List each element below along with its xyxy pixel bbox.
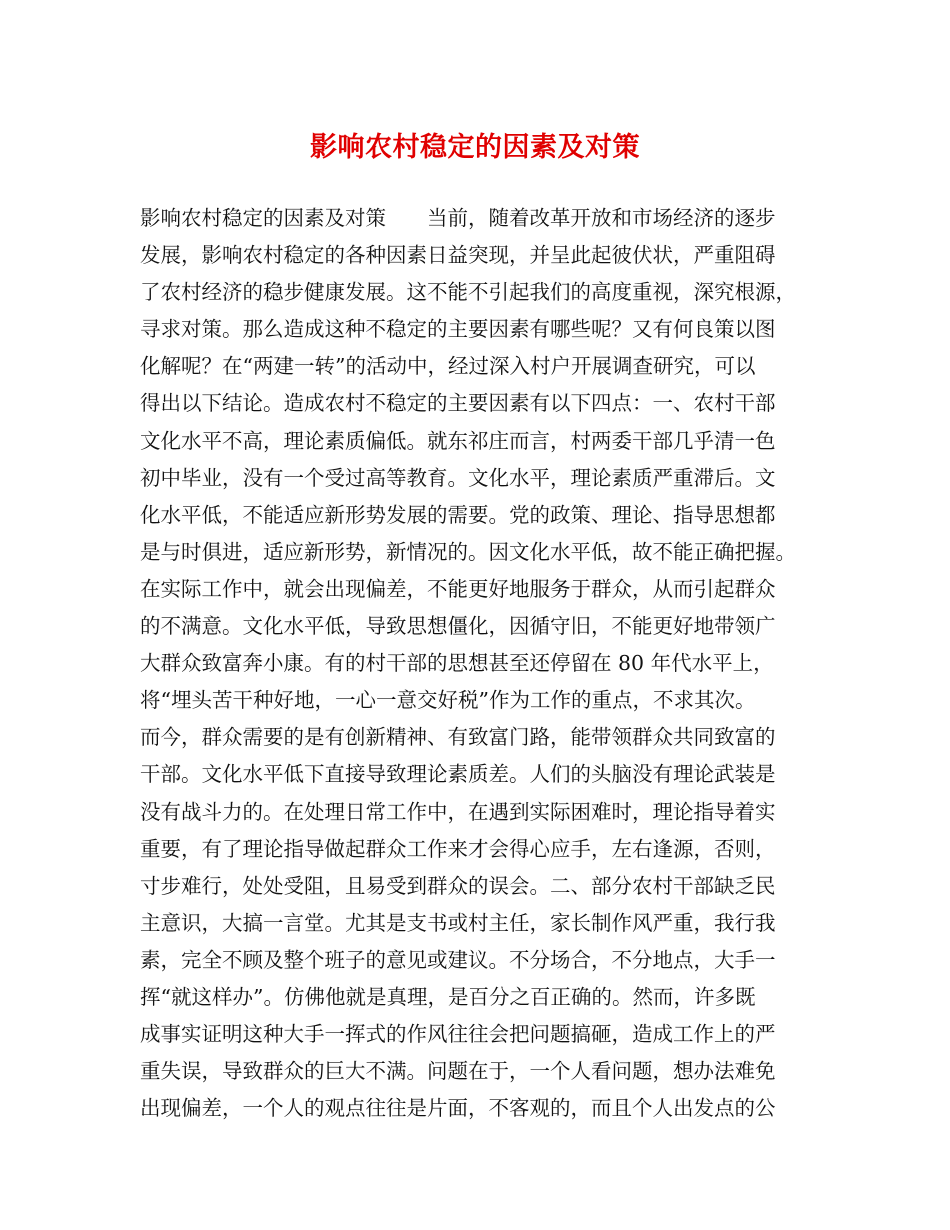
body-text-line: 主意识，大搞一言堂。尤其是支书或村主任，家长制作风严重，我行我	[140, 910, 776, 935]
body-text-line: 在实际工作中，就会出现偏差，不能更好地服务于群众，从而引起群众	[140, 576, 776, 601]
body-text-line: 化解呢？在“两建一转”的活动中，经过深入村户开展调查研究，可以	[140, 354, 756, 379]
body-text-line: 初中毕业，没有一个受过高等教育。文化水平，理论素质严重滞后。文	[140, 465, 776, 490]
body-text-line: 大群众致富奔小康。有的村干部的思想甚至还停留在 80 年代水平上，	[140, 651, 774, 676]
body-text-line: 挥“就这样办”。仿佛他就是真理，是百分之百正确的。然而，许多既	[140, 984, 756, 1009]
body-text-line: 而今，群众需要的是有创新精神、有致富门路，能带领群众共同致富的	[140, 725, 776, 750]
body-text-line: 是与时俱进，适应新形势，新情况的。因文化水平低，故不能正确把握。	[140, 539, 796, 564]
body-text-line: 出现偏差，一个人的观点往往是片面，不客观的，而且个人出发点的公	[140, 1096, 776, 1121]
body-text-line: 发展，影响农村稳定的各种因素日益突现，并呈此起彼伏状，严重阻碍	[140, 243, 776, 268]
body-text-line: 了农村经济的稳步健康发展。这不能不引起我们的高度重视，深究根源，	[140, 280, 796, 305]
body-text-line: 将“埋头苦干种好地，一心一意交好税”作为工作的重点，不求其次。	[140, 688, 756, 713]
body-text-line: 干部。文化水平低下直接导致理论素质差。人们的头脑没有理论武装是	[140, 762, 776, 787]
body-text-line: 重失误，导致群众的巨大不满。问题在于，一个人看问题，想办法难免	[140, 1059, 776, 1084]
body-text-line: 寻求对策。那么造成这种不稳定的主要因素有哪些呢？又有何良策以图	[140, 317, 776, 342]
body-text-line: 成事实证明这种大手一挥式的作风往往会把问题搞砸，造成工作上的严	[140, 1022, 776, 1047]
body-text-line: 化水平低，不能适应新形势发展的需要。党的政策、理论、指导思想都	[140, 502, 776, 527]
body-text-line: 素，完全不顾及整个班子的意见或建议。不分场合，不分地点，大手一	[140, 947, 776, 972]
body-text-line: 的不满意。文化水平低，导致思想僵化，因循守旧，不能更好地带领广	[140, 614, 776, 639]
body-text-line: 文化水平不高，理论素质偏低。就东祁庄而言，村两委干部几乎清一色	[140, 428, 776, 453]
body-text-line: 得出以下结论。造成农村不稳定的主要因素有以下四点：一、农村干部	[140, 391, 776, 416]
body-text-line: 影响农村稳定的因素及对策 当前，随着改革开放和市场经济的逐步	[140, 206, 776, 230]
body-text-line: 寸步难行，处处受阻，且易受到群众的误会。二、部分农村干部缺乏民	[140, 873, 776, 898]
body-text-line: 重要，有了理论指导做起群众工作来才会得心应手，左右逢源，否则，	[140, 836, 776, 861]
document-body	[140, 200, 820, 1127]
document-title: 影响农村稳定的因素及对策	[310, 132, 640, 163]
body-text-line: 没有战斗力的。在处理日常工作中，在遇到实际困难时，理论指导着实	[140, 799, 776, 824]
